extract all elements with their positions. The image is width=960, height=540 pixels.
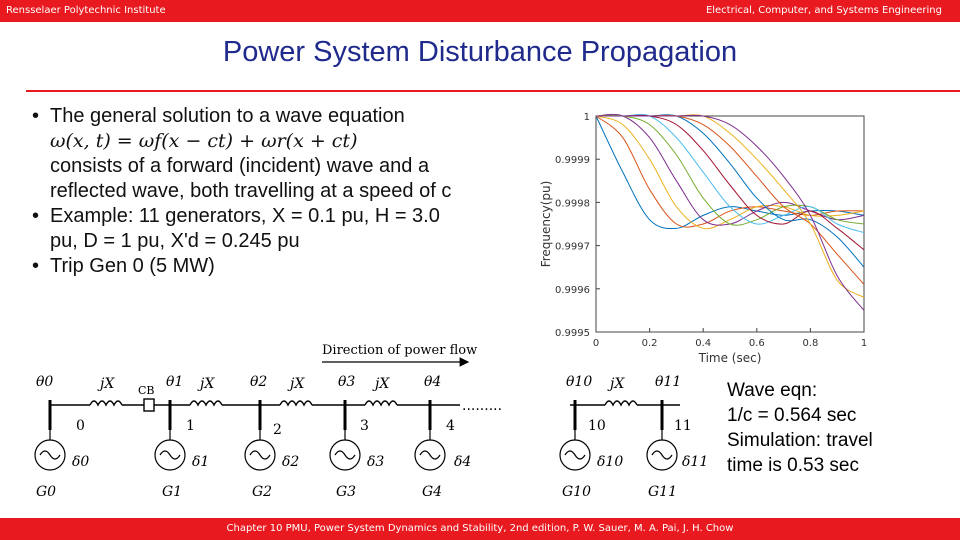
bullet-list: [32, 104, 462, 279]
bullet-text: The general solution to a wave equation: [50, 105, 405, 127]
x-tick-label: 0.8: [802, 338, 819, 349]
bus-angle-label: θ10: [566, 374, 593, 390]
rotor-angle-label: δ0: [72, 454, 90, 470]
wave-note-line: Simulation: travel: [727, 430, 873, 451]
generator-label: G3: [336, 484, 357, 500]
wave-note: [727, 378, 927, 478]
footer-citation: Chapter 10 PMU, Power System Dynamics and Stability, 2nd edition, P. W. Sauer, M. A. Pai, J. H. Chow: [226, 523, 734, 534]
generator-label: G2: [252, 484, 273, 500]
bus-angle-label: θ11: [655, 374, 682, 390]
footer-bar: [0, 518, 960, 540]
reactance-label: jX: [290, 376, 305, 392]
y-tick-label: 0.9996: [555, 284, 590, 296]
rotor-angle-label: δ4: [454, 454, 472, 470]
bus-10: [560, 374, 623, 500]
bullet-text: Trip Gen 0 (5 MW): [50, 255, 215, 277]
y-tick-label: 0.9999: [555, 155, 590, 167]
circuit-breaker-label: CB: [138, 384, 155, 397]
generator-label: G1: [162, 484, 183, 500]
bus-2: [245, 374, 299, 500]
rotor-angle-label: δ3: [367, 454, 385, 470]
rotor-angle-label: δ1: [192, 454, 210, 470]
bus-number: 10: [588, 418, 606, 434]
bus-angle-label: θ0: [36, 374, 54, 390]
x-tick-label: 0.2: [641, 338, 658, 349]
bullet-trip: [32, 254, 462, 279]
slide-title: Power System Disturbance Propagation: [222, 36, 738, 68]
frequency-chart: [520, 100, 880, 370]
header-bar: [0, 0, 960, 22]
y-tick-label: 0.9995: [555, 328, 590, 339]
bus-4: [415, 374, 471, 500]
power-system-diagram: [30, 338, 710, 510]
bus-angle-label: θ1: [166, 374, 184, 390]
bus-angle-label: θ4: [424, 374, 442, 390]
wave-note-line: time is 0.53 sec: [727, 455, 859, 476]
bus-number: 1: [186, 418, 195, 434]
y-tick-label: 0.9997: [555, 241, 590, 253]
generator-label: G0: [36, 484, 57, 500]
flow-direction-label: Direction of power flow: [322, 343, 478, 358]
rotor-angle-label: δ11: [682, 454, 709, 470]
generator-label: G10: [562, 484, 591, 500]
y-tick-label: 0.9998: [555, 198, 590, 210]
bus-number: 4: [446, 418, 455, 434]
generator-label: G11: [648, 484, 677, 500]
x-tick-label: 0.4: [695, 338, 712, 349]
x-tick-label: 0: [592, 338, 600, 349]
header-department: Electrical, Computer, and Systems Engineering: [705, 5, 942, 16]
bus-number: 2: [273, 422, 282, 438]
reactance-label: jX: [610, 376, 625, 392]
bus-number: 0: [76, 418, 85, 434]
bus-angle-label: θ3: [338, 374, 356, 390]
ellipsis: .........: [462, 398, 503, 414]
transmission-line: [50, 399, 680, 411]
x-tick-label: 0.6: [748, 338, 765, 349]
bullet-wave-equation: [32, 104, 462, 204]
bullet-text: Example: 11 generators, X = 0.1 pu, H = 3.0 pu, D = 1 pu, X'd = 0.245 pu: [50, 205, 440, 252]
wave-note-line: 1/c = 0.564 sec: [727, 405, 857, 426]
title-divider: [26, 90, 960, 92]
y-axis-label: Frequency(pu): [539, 180, 553, 268]
bullet-text: consists of a forward (incident) wave and a reflected wave, both travelling at a speed of c: [50, 155, 452, 202]
bullet-example: [32, 204, 462, 254]
header-institution: Rensselaer Polytechnic Institute: [6, 5, 166, 16]
wave-equation: ω(x, t) = ωf(x − ct) + ωr(x + ct): [50, 130, 358, 152]
bus-3: [330, 374, 384, 500]
bus-number: 11: [674, 418, 692, 434]
reactance-label: jX: [375, 376, 390, 392]
bus-11: [647, 374, 708, 500]
wave-note-line: Wave eqn:: [727, 380, 818, 401]
y-tick-label: 1: [583, 112, 590, 123]
rotor-angle-label: δ10: [597, 454, 624, 470]
bus-angle-label: θ2: [250, 374, 268, 390]
generator-label: G4: [422, 484, 443, 500]
reactance-label: jX: [200, 376, 215, 392]
bus-number: 3: [360, 418, 369, 434]
x-axis-label: Time (sec): [698, 351, 762, 365]
reactance-label: jX: [100, 376, 115, 392]
rotor-angle-label: δ2: [282, 454, 300, 470]
bus-0: [35, 374, 89, 500]
bus-1: [155, 374, 209, 500]
x-tick-label: 1: [860, 338, 868, 349]
